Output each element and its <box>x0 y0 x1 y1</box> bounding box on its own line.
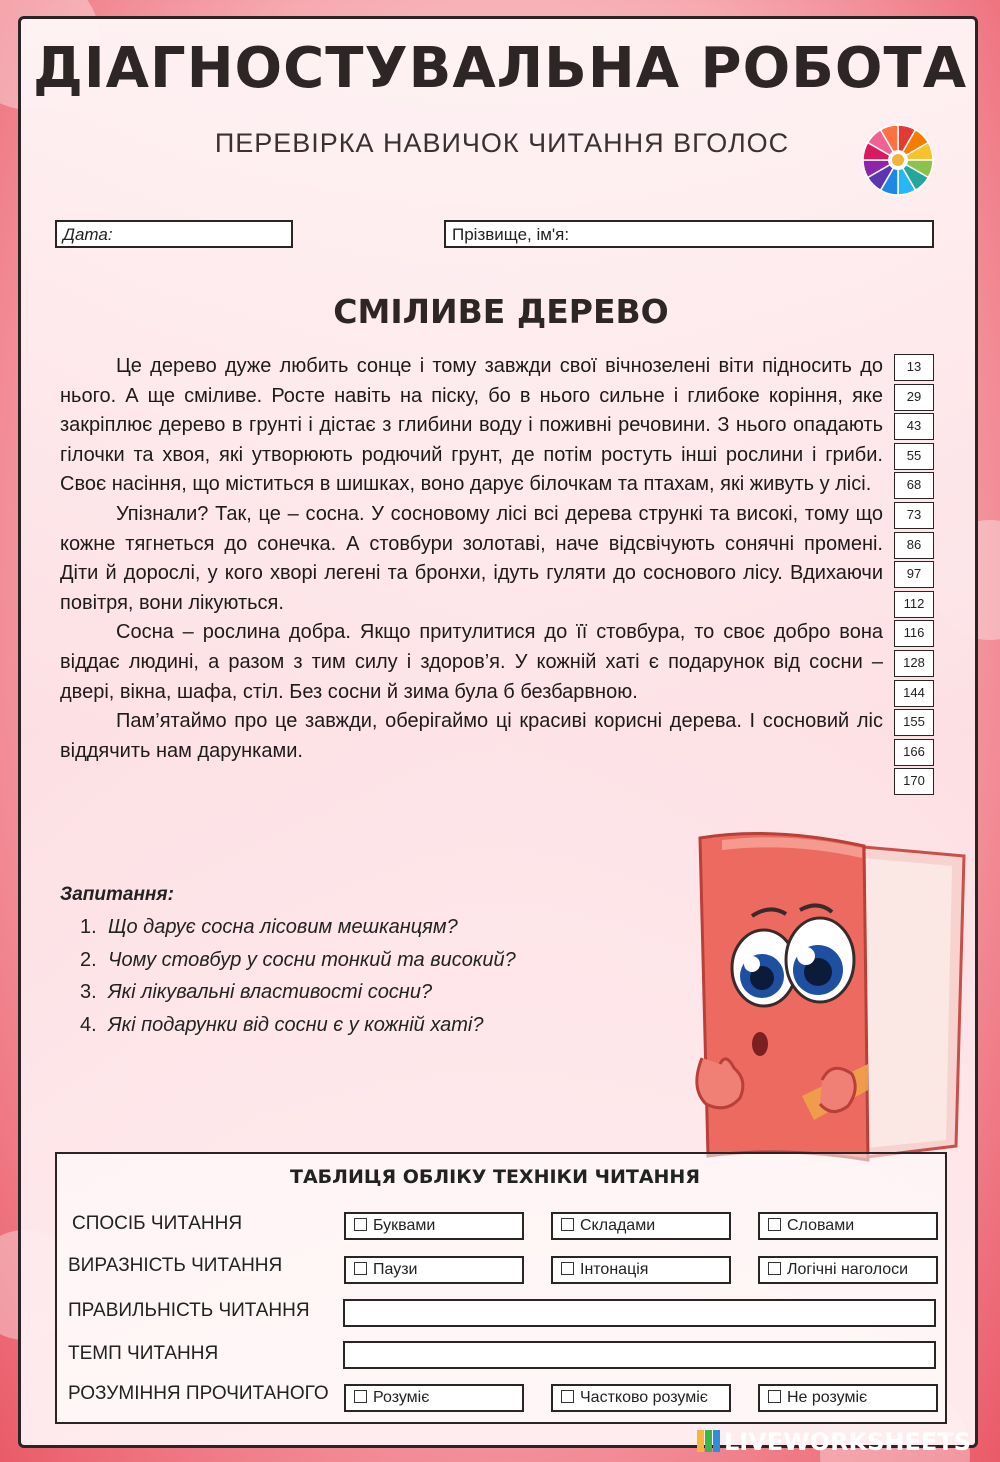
option-label: Розуміє <box>373 1389 430 1406</box>
row-label-method: СПОСІБ ЧИТАННЯ <box>72 1213 243 1234</box>
word-count-box: 144 <box>894 680 934 707</box>
option-label: Логічні наголоси <box>787 1261 909 1278</box>
checkbox-icon[interactable] <box>354 1218 367 1231</box>
word-count-box: 112 <box>894 591 934 618</box>
word-count-box: 68 <box>894 472 934 499</box>
checkbox-icon[interactable] <box>768 1218 781 1231</box>
question-text: Які лікувальні властивості сосни? <box>108 981 433 1004</box>
checkbox-partially-understands[interactable] <box>551 1384 731 1412</box>
word-count-box: 86 <box>894 532 934 559</box>
word-count-box: 128 <box>894 650 934 677</box>
checkbox-understands[interactable] <box>344 1384 524 1412</box>
question-text: Які подарунки від сосни є у кожній хаті? <box>108 1013 484 1036</box>
word-count-box: 29 <box>894 384 934 411</box>
option-label: Складами <box>580 1217 656 1234</box>
question-number: 2. <box>80 948 97 971</box>
question-item <box>80 1014 516 1047</box>
student-name-field[interactable] <box>444 220 934 248</box>
row-label-tempo: ТЕМП ЧИТАННЯ <box>68 1343 219 1364</box>
checkbox-by-syllables[interactable] <box>551 1212 731 1240</box>
checkbox-icon[interactable] <box>354 1262 367 1275</box>
date-label: Дата: <box>63 225 113 244</box>
checkbox-icon[interactable] <box>561 1390 574 1403</box>
word-count-box: 97 <box>894 561 934 588</box>
word-count-box: 155 <box>894 709 934 736</box>
story-paragraph: Пам’ятаймо про це завжди, оберігаймо ці красиві корисні дерева. І сосновий ліс віддячить нам дарунками. <box>60 710 883 762</box>
row-label-correctness: ПРАВИЛЬНІСТЬ ЧИТАННЯ <box>68 1300 310 1321</box>
question-text: Що дарує сосна лісовим мешканцям? <box>108 916 458 938</box>
story-title: СМІЛИВЕ ДЕРЕВО <box>333 292 669 331</box>
liveworksheets-logo-icon <box>697 1430 721 1452</box>
liveworksheets-logo: LIVEWORKSHEETS <box>724 1428 971 1456</box>
question-item <box>80 981 516 1014</box>
checkbox-intonation[interactable] <box>551 1256 731 1284</box>
row-label-expressiveness: ВИРАЗНІСТЬ ЧИТАННЯ <box>68 1255 283 1276</box>
story-paragraph: Сосна – рослина добра. Якщо притулитися до її стовбура, то своє добро вона віддає людині, а разом з тим силу і здоров’я. У кожній хаті є подарунок від сосни – двері, вікна, шафа, стіл. Без сосни й зима була б безбарвною. <box>60 621 883 703</box>
word-count-box: 170 <box>894 768 934 795</box>
table-title: ТАБЛИЦЯ ОБЛІКУ ТЕХНІКИ ЧИТАННЯ <box>290 1166 700 1188</box>
questions-heading: Запитання: <box>60 884 174 905</box>
word-count-box: 13 <box>894 354 934 381</box>
option-label: Частково розуміє <box>580 1389 708 1406</box>
question-text: Чому стовбур у сосни тонкий та високий? <box>108 948 516 971</box>
checkbox-icon[interactable] <box>354 1390 367 1403</box>
checkbox-icon[interactable] <box>768 1262 781 1275</box>
option-label: Не розуміє <box>787 1389 868 1406</box>
word-count-box: 43 <box>894 413 934 440</box>
story-text <box>60 352 883 766</box>
row-label-understanding: РОЗУМІННЯ ПРОЧИТАНОГО <box>68 1383 329 1404</box>
date-field[interactable] <box>55 220 293 248</box>
page-subtitle: ПЕРЕВІРКА НАВИЧОК ЧИТАННЯ ВГОЛОС <box>214 128 790 158</box>
option-label: Буквами <box>373 1217 436 1234</box>
color-wheel-icon <box>862 124 934 196</box>
word-count-box: 55 <box>894 443 934 470</box>
question-item <box>80 916 516 949</box>
checkbox-icon[interactable] <box>561 1262 574 1275</box>
question-item <box>80 949 516 982</box>
option-label: Паузи <box>373 1261 418 1278</box>
checkbox-does-not-understand[interactable] <box>758 1384 938 1412</box>
option-label: Словами <box>787 1217 855 1234</box>
checkbox-by-words[interactable] <box>758 1212 938 1240</box>
word-count-box: 116 <box>894 620 934 647</box>
checkbox-pauses[interactable] <box>344 1256 524 1284</box>
option-label: Інтонація <box>580 1261 649 1278</box>
word-count-box: 166 <box>894 739 934 766</box>
checkbox-icon[interactable] <box>561 1218 574 1231</box>
tempo-input[interactable] <box>343 1341 936 1369</box>
checkbox-logical-stress[interactable] <box>758 1256 938 1284</box>
checkbox-by-letters[interactable] <box>344 1212 524 1240</box>
question-number: 4. <box>80 1013 97 1036</box>
word-count-column <box>894 354 934 798</box>
page-title: ДІАГНОСТУВАЛЬНА РОБОТА <box>32 36 968 101</box>
checkbox-icon[interactable] <box>768 1390 781 1403</box>
correctness-input[interactable] <box>343 1299 936 1327</box>
student-name-label: Прізвище, ім'я: <box>452 225 570 244</box>
questions-list <box>80 916 516 1046</box>
story-paragraph: Це дерево дуже любить сонце і тому завжди свої вічнозелені віти підносить до нього. А ще сміливе. Росте навіть на піску, бо в нього сильне і глибоке коріння, яке закріплює дерево в грунті і дістає з глибини воду і поживні речовини. З нього опадають гілочки та хвоя, які утворюють родючий грунт, де потім ростуть інші рослини і гриби. Своє насіння, що міститься в шишках, воно дарує білочкам та птахам, які живуть у лісі. <box>60 355 883 496</box>
question-number: 1. <box>80 916 97 938</box>
book-character-illustration <box>682 828 972 1168</box>
word-count-box: 73 <box>894 502 934 529</box>
story-paragraph: Упізнали? Так, це – сосна. У сосновому лісі всі дерева стрункі та високі, тому що кожне тягнеться до сонечка. А стовбури золотаві, наче відсвічують сонячні промені. Діти й дорослі, у кого хворі легені та бронхи, ідуть гуляти до соснового лісу. Вдихаючи повітря, вони лікуються. <box>60 502 883 614</box>
question-number: 3. <box>80 981 97 1004</box>
